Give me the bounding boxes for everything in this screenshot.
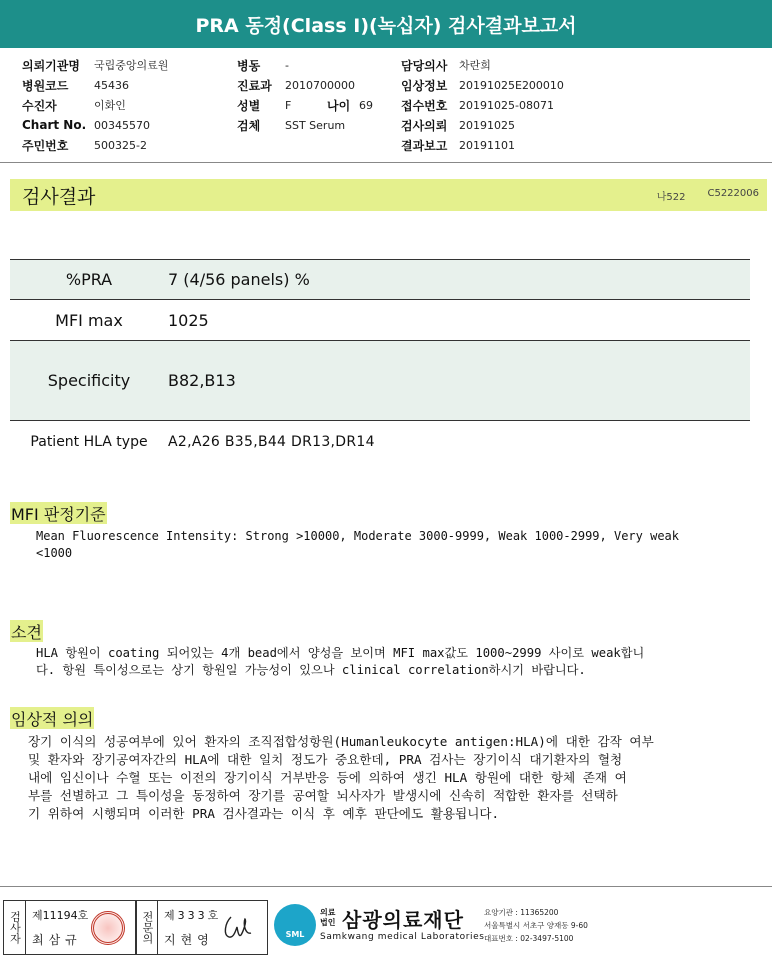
- label-ward: 병동: [237, 58, 261, 73]
- label-result-report: 결과보고: [401, 138, 448, 153]
- org-prefix: 의료법인: [320, 908, 336, 927]
- value-department: 2010700000: [285, 78, 355, 92]
- result-section-title: 검사결과: [22, 185, 96, 208]
- result-codes: [657, 188, 759, 203]
- examiner-license: 제11194호: [32, 909, 89, 922]
- org-logo-block: [274, 902, 772, 952]
- table-row-mfi-max: [10, 299, 750, 340]
- value-patient-name: 이화인: [94, 99, 126, 112]
- value-physician: 차란희: [459, 59, 491, 72]
- header-divider: [0, 162, 772, 163]
- value-hospital-code: 45436: [94, 78, 129, 92]
- org-contact: [484, 906, 588, 945]
- table-row-specificity: [10, 340, 750, 421]
- org-contact-phone: 대표번호 : 02-3497-5100: [484, 934, 574, 943]
- label-patient-name: 수진자: [22, 98, 57, 113]
- findings-text: [36, 645, 748, 679]
- patient-hla-value: A2,A26 B35,B44 DR13,DR14: [168, 434, 375, 450]
- value-sex: F: [285, 98, 292, 112]
- value-ward: -: [285, 58, 289, 72]
- examiner-vertical-label: 검사자: [4, 901, 26, 954]
- clinical-line-2: 및 환자와 장기공여자간의 HLA에 대한 일치 정도가 중요한데, PRA 검사는 장기이식 대기환자의 혈청: [28, 752, 623, 767]
- label-hospital-code: 병원코드: [22, 78, 69, 93]
- specialist-name: 지현영: [164, 933, 214, 947]
- label-specimen: 검체: [237, 118, 261, 133]
- report-title: PRA 동정(Class I)(녹십자) 검사결과보고서: [195, 14, 577, 37]
- table-row-patient-hla: [10, 421, 750, 463]
- value-requesting-institution: 국립중앙의료원: [94, 59, 169, 72]
- mfi-criteria-heading: MFI 판정기준: [10, 502, 107, 524]
- clinical-line-1: 장기 이식의 성공여부에 있어 환자의 조직접합성항원(Humanleukocyte antigen:HLA)에 대한 감작 여부: [28, 734, 654, 749]
- value-chart-no: 00345570: [94, 118, 150, 132]
- result-section-bar: [10, 179, 767, 211]
- value-resident-no: 500325-2: [94, 138, 147, 152]
- label-resident-no: 주민번호: [22, 138, 69, 153]
- specialist-cell: [158, 901, 267, 954]
- value-clinical-info: 20191025E200010: [459, 78, 564, 92]
- org-contact-code: 요양기관 : 11365200: [484, 908, 559, 917]
- patient-hla-label: Patient HLA type: [30, 434, 148, 450]
- examiner-cell: [26, 901, 136, 954]
- clinical-significance-heading: 임상적 의의: [10, 707, 94, 729]
- patient-info-col-2: [237, 55, 373, 135]
- specialist-vertical-label: 전문의: [136, 901, 158, 954]
- value-receipt-no: 20191025-08071: [459, 98, 554, 112]
- label-department: 진료과: [237, 78, 272, 93]
- findings-line-1: HLA 항원이 coating 되어있는 4개 bead에서 양성을 보이며 MFI max값도 1000~2999 사이로 weak합니: [36, 646, 645, 660]
- mfi-max-value: 1025: [168, 310, 209, 330]
- specificity-value: B82,B13: [168, 371, 236, 390]
- label-sex: 성별: [237, 98, 261, 113]
- mfi-criteria-text: [36, 528, 748, 562]
- clinical-line-4: 부를 선별하고 그 특이성을 동정하여 장기를 공여할 뇌사자가 발생시에 신속히 적합한 환자를 선택하: [28, 788, 618, 803]
- result-code-2: C5222006: [707, 187, 759, 199]
- mfi-max-label: MFI max: [55, 310, 123, 330]
- table-row-pra: [10, 259, 750, 299]
- clinical-line-3: 내에 임신이나 수혈 또는 이전의 장기이식 거부반응 등에 의하여 생긴 HLA 항원에 대한 항체 존재 여: [28, 770, 627, 785]
- mfi-criteria-line-1: Mean Fluorescence Intensity: Strong >10000, Moderate 3000-9999, Weak 1000-2999, Very weak: [36, 529, 679, 543]
- signature-box: [3, 900, 268, 955]
- specialist-license: 제333호: [164, 909, 222, 922]
- org-name: 삼광의료재단: [342, 908, 464, 932]
- examiner-seal-icon: [91, 911, 125, 945]
- report-title-bar: [0, 0, 772, 48]
- findings-heading: 소견: [10, 620, 43, 642]
- label-requesting-institution: 의뢰기관명: [22, 58, 80, 73]
- org-contact-address: 서울특별시 서초구 양재동 9-60: [484, 921, 588, 930]
- label-test-request: 검사의뢰: [401, 118, 448, 133]
- pra-result-table: [10, 259, 750, 463]
- pra-value: 7 (4/56 panels) %: [168, 270, 310, 289]
- org-english-name: Samkwang medical Laboratories: [320, 932, 485, 942]
- examiner-name: 최삼규: [32, 933, 82, 947]
- report-footer: [0, 900, 772, 960]
- value-result-report: 20191101: [459, 138, 515, 152]
- patient-info-col-1: [22, 55, 168, 155]
- value-age: 69: [359, 98, 373, 112]
- sml-logo-icon: SML: [274, 904, 316, 946]
- footer-divider: [0, 886, 772, 887]
- label-clinical-info: 임상정보: [401, 78, 448, 93]
- clinical-line-5: 기 위하여 시행되며 이러한 PRA 검사결과는 이식 후 예후 판단에도 활용됩니다.: [28, 806, 500, 821]
- patient-info-col-3: [401, 55, 564, 155]
- label-physician: 담당의사: [401, 58, 448, 73]
- patient-info: [0, 55, 772, 155]
- label-age: 나이: [327, 98, 351, 113]
- result-code-1: 나522: [656, 191, 686, 203]
- label-chart-no: Chart No.: [22, 118, 87, 132]
- mfi-criteria-line-2: <1000: [36, 546, 73, 560]
- label-receipt-no: 접수번호: [401, 98, 448, 113]
- specificity-label: Specificity: [47, 371, 131, 390]
- findings-line-2: 다. 항원 특이성으로는 상기 항원일 가능성이 있으나 clinical correlation하시기 바랍니다.: [36, 663, 586, 677]
- clinical-significance-text: [28, 733, 750, 823]
- value-specimen: SST Serum: [285, 118, 346, 132]
- pra-label: %PRA: [65, 270, 113, 289]
- value-test-request: 20191025: [459, 118, 515, 132]
- signature-icon: [221, 913, 257, 943]
